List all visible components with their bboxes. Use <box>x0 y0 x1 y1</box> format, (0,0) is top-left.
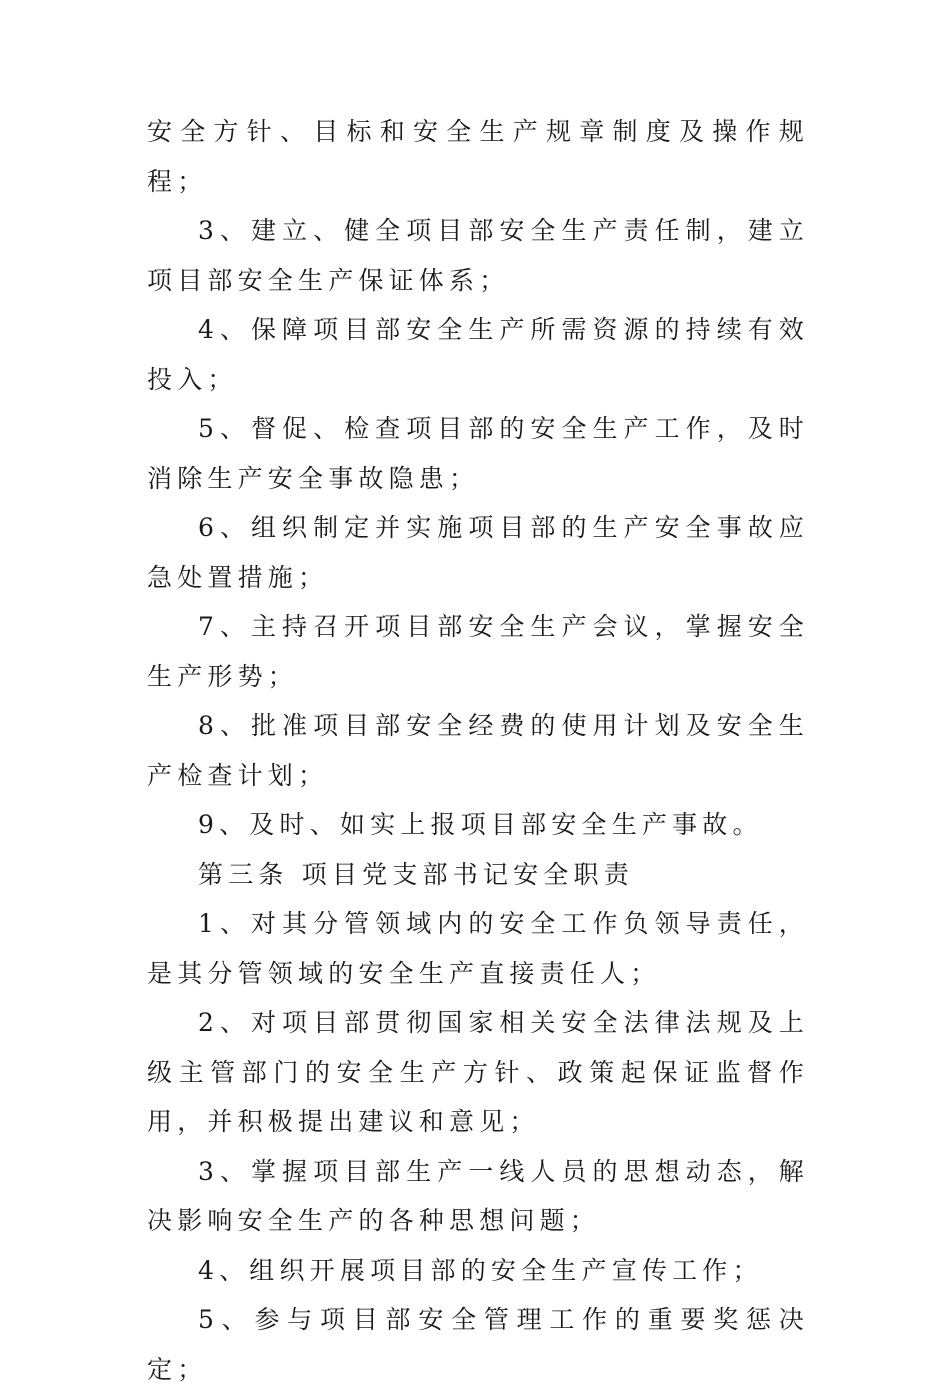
paragraph-item-7: 7、主持召开项目部安全生产会议，掌握安全生产形势； <box>147 612 809 691</box>
paragraph-item-6: 6、组织制定并实施项目部的生产安全事故应急处置措施； <box>147 513 809 592</box>
paragraph-secretary-item-1: 1、对其分管领域内的安全工作负领导责任，是其分管领域的安全生产直接责任人； <box>147 909 809 988</box>
paragraph-secretary-item-4: 4、组织开展项目部的安全生产宣传工作； <box>198 1255 763 1285</box>
paragraph-continuation: 安全方针、目标和安全生产规章制度及操作规程； <box>147 117 809 196</box>
paragraph-item-5: 5、督促、检查项目部的安全生产工作，及时消除生产安全事故隐患； <box>147 414 809 493</box>
paragraph-item-9: 9、及时、如实上报项目部安全生产事故。 <box>198 810 763 839</box>
section-heading-article-3: 第三条 项目党支部书记安全职责 <box>198 859 634 889</box>
document-body <box>147 107 809 1394</box>
paragraph-item-4: 4、保障项目部安全生产所需资源的持续有效投入； <box>147 315 809 394</box>
paragraph-secretary-item-5: 5、参与项目部安全管理工作的重要奖惩决定； <box>147 1305 809 1384</box>
paragraph-secretary-item-2: 2、对项目部贯彻国家相关安全法律法规及上级主管部门的安全生产方针、政策起保证监督作用，并积极提出建议和意见； <box>147 1008 809 1136</box>
paragraph-item-3: 3、建立、健全项目部安全生产责任制，建立项目部安全生产保证体系； <box>147 216 809 295</box>
paragraph-secretary-item-3: 3、掌握项目部生产一线人员的思想动态，解决影响安全生产的各种思想问题； <box>147 1156 809 1235</box>
paragraph-item-8: 8、批准项目部安全经费的使用计划及安全生产检查计划； <box>147 711 809 790</box>
